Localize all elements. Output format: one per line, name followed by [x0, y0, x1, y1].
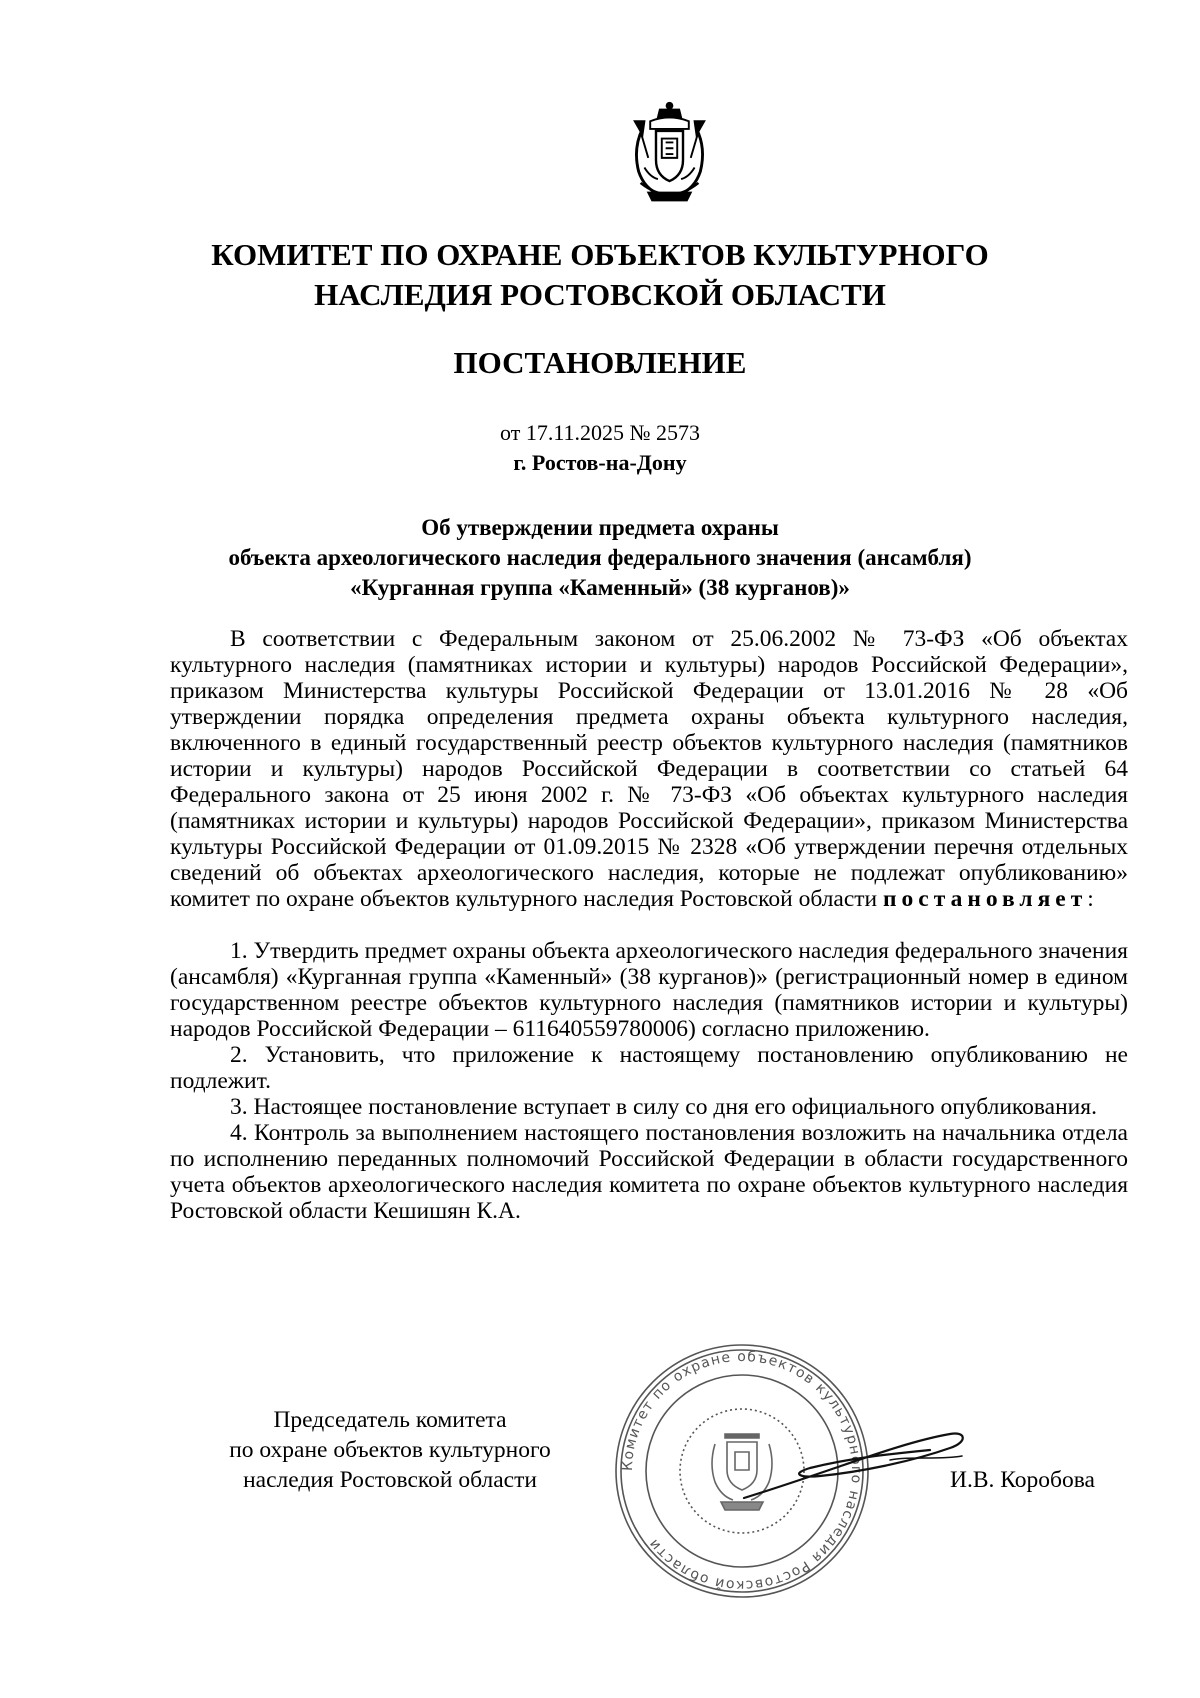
document-city: г. Ростов-на-Дону	[513, 450, 687, 475]
resolution-item-1: 1. Утвердить предмет охраны объекта археологического наследия федерального значения (ансамбля) «Курганная группа «Каменный» (38 курганов)» (регистрационный номер в едином государственном реестре объектов культурного наследия (памятников истории и культуры) народов Российской Федерации – 611640559780006) согласно приложению.	[170, 938, 1128, 1042]
seal-text: Комитет по охране объектов культурного наследия Ростовской области	[619, 1348, 865, 1594]
signatory-position-line: Председатель комитета	[273, 1407, 507, 1433]
subject-line: «Курганная группа «Каменный» (38 курганов)»	[350, 575, 850, 600]
organization-name-line: НАСЛЕДИЯ РОСТОВСКОЙ ОБЛАСТИ	[314, 277, 886, 312]
document-date-number: от 17.11.2025 № 2573	[500, 420, 700, 445]
resolution-item-3: 3. Настоящее постановление вступает в силу со дня его официального опубликования.	[230, 1094, 1097, 1120]
subject-line: объекта археологического наследия федерального значения (ансамбля)	[228, 545, 972, 570]
document-type: ПОСТАНОВЛЕНИЕ	[453, 345, 747, 380]
preamble-trailing: :	[1087, 886, 1094, 912]
signatory-position-line: по охране объектов культурного	[229, 1437, 551, 1463]
signatory-position-line: наследия Ростовской области	[243, 1467, 537, 1493]
signatory-position	[190, 1405, 590, 1495]
resolution-item-2: 2. Установить, что приложение к настоящему постановлению опубликованию не подлежит.	[170, 1042, 1128, 1094]
preamble-text: В соответствии с Федеральным законом от 25.06.2002 № 73-ФЗ «Об объектах культурного наследия (памятниках истории и культуры) народов Российской Федерации», приказом Министерства культуры Российской Федерации от 13.01.2016 № 28 «Об утверждении порядка определения предмета охраны объекта культурного наследия, включенного в единый государственный реестр объектов культурного наследия (памятников истории и культуры) народов Российской Федерации в соответствии со статьей 64 Федерального закона от 25 июня 2002 г. № 73-ФЗ «Об объектах культурного наследия (памятниках истории и культуры) народов Российской Федерации», приказом Министерства культуры Российской Федерации от 01.09.2015 № 2328 «Об утверждении перечня отдельных сведений об объектах археологического наследия, которые не подлежат опубликованию» комитет по охране объектов культурного наследия Ростовской области	[170, 626, 1128, 912]
decree-word: постановляет	[883, 886, 1088, 912]
handwritten-signature-icon	[740, 1420, 970, 1510]
document-subject	[0, 513, 1200, 603]
coat-of-arms-icon	[621, 100, 718, 210]
preamble-paragraph	[170, 626, 1128, 912]
subject-line: Об утверждении предмета охраны	[421, 515, 779, 540]
resolution-item-4: 4. Контроль за выполнением настоящего постановления возложить на начальника отдела по исполнению переданных полномочий Российской Федерации в области государственного учета объектов археологического наследия комитета по охране объектов культурного наследия Ростовской области Кешишян К.А.	[170, 1120, 1128, 1224]
signatory-name: И.В. Коробова	[950, 1467, 1095, 1493]
organization-name-line: КОМИТЕТ ПО ОХРАНЕ ОБЪЕКТОВ КУЛЬТУРНОГО	[211, 237, 989, 272]
document-body	[170, 626, 1128, 1224]
organization-name	[0, 235, 1200, 315]
